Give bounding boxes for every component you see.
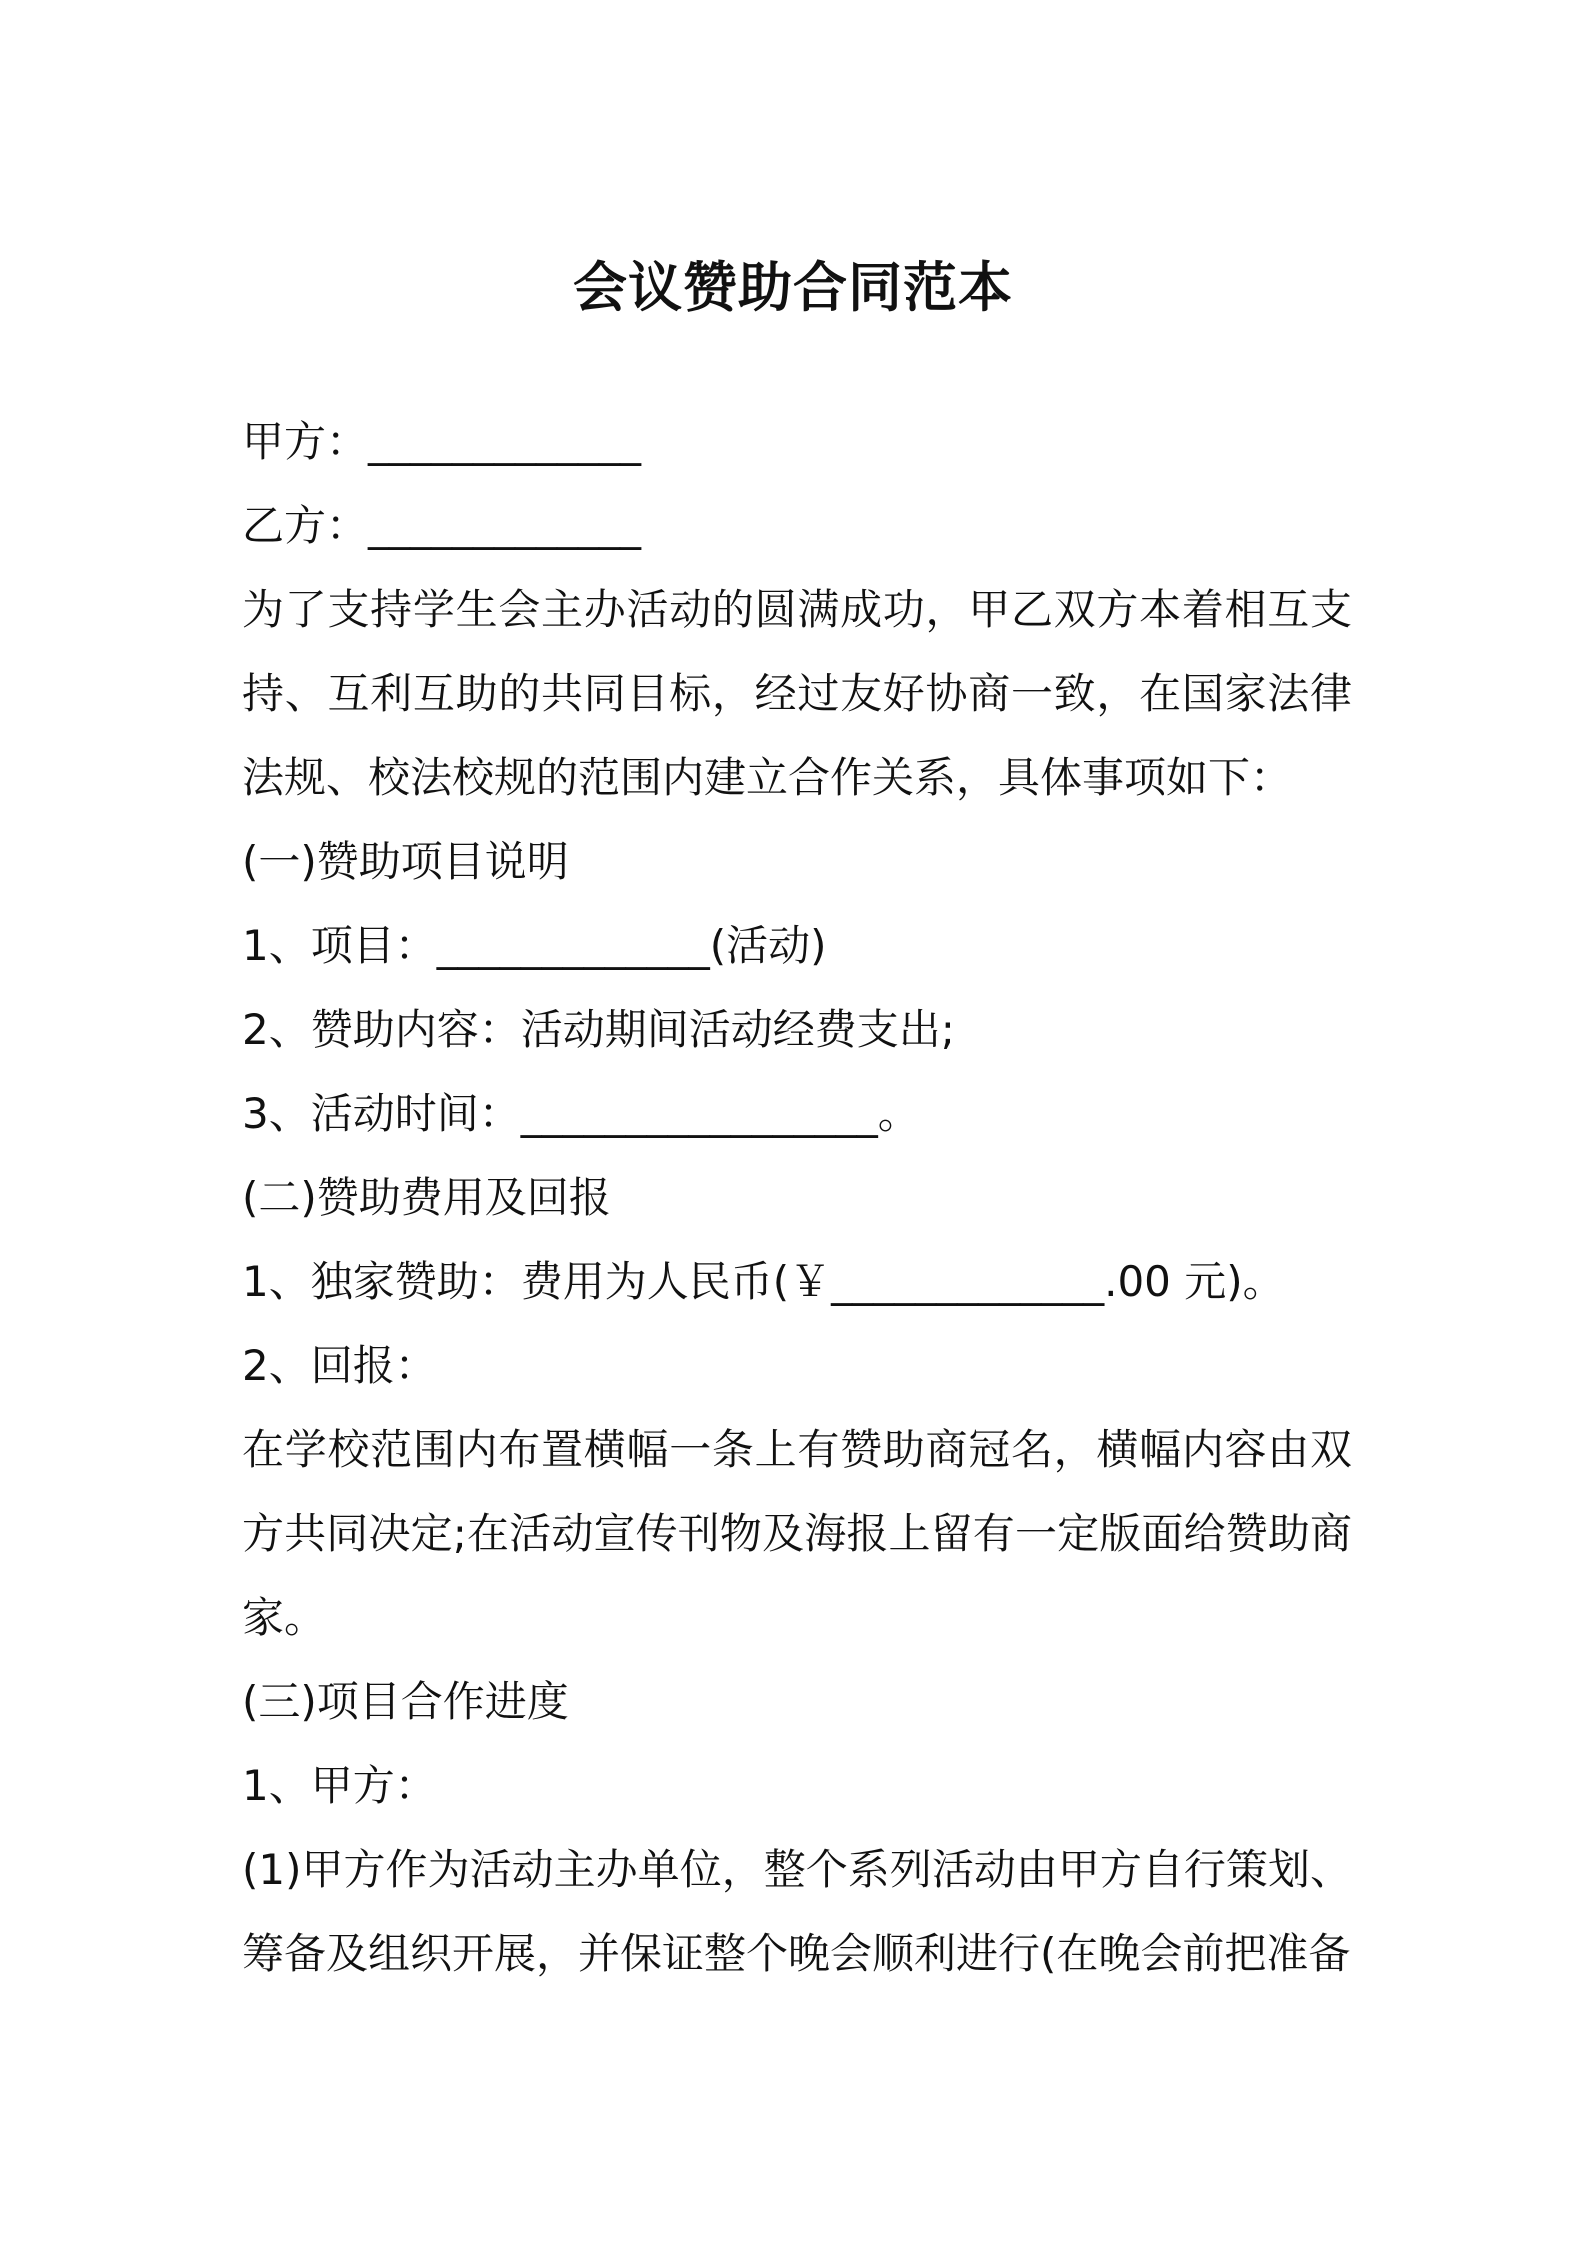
party-b-line: 乙方：_____________ <box>242 501 642 550</box>
section-2-item-1: 1、独家赞助：费用为人民币(￥_____________.00 元)。 <box>242 1257 1285 1306</box>
document-title: 会议赞助合同范本 <box>573 256 1013 319</box>
intro-paragraph: 为了支持学生会主办活动的圆满成功，甲乙双方本着相互支持、互利互助的共同目标，经过友好协商一致，在国家法律法规、校法校规的范围内建立合作关系，具体事项如下： <box>242 585 1352 802</box>
section-1-heading: (一)赞助项目说明 <box>242 837 569 886</box>
reward-paragraph: 在学校范围内布置横幅一条上有赞助商冠名，横幅内容由双方共同决定;在活动宣传刊物及海报上留有一定版面给赞助商家。 <box>242 1425 1352 1642</box>
section-1-item-1: 1、项目：_____________(活动) <box>242 921 827 970</box>
document-body <box>242 400 1352 1996</box>
section-3-item-1-sub-1: (1)甲方作为活动主办单位，整个系列活动由甲方自行策划、筹备及组织开展，并保证整个晚会顺利进行(在晚会前把准备 <box>242 1845 1352 1978</box>
section-2-item-2: 2、回报： <box>242 1341 437 1390</box>
party-a-line: 甲方：_____________ <box>242 417 642 466</box>
section-3-item-1: 1、甲方： <box>242 1761 437 1810</box>
section-2-heading: (二)赞助费用及回报 <box>242 1173 611 1222</box>
section-1-item-3: 3、活动时间：_________________。 <box>242 1089 920 1138</box>
section-1-item-2: 2、赞助内容：活动期间活动经费支出; <box>242 1005 955 1054</box>
section-3-heading: (三)项目合作进度 <box>242 1677 569 1726</box>
